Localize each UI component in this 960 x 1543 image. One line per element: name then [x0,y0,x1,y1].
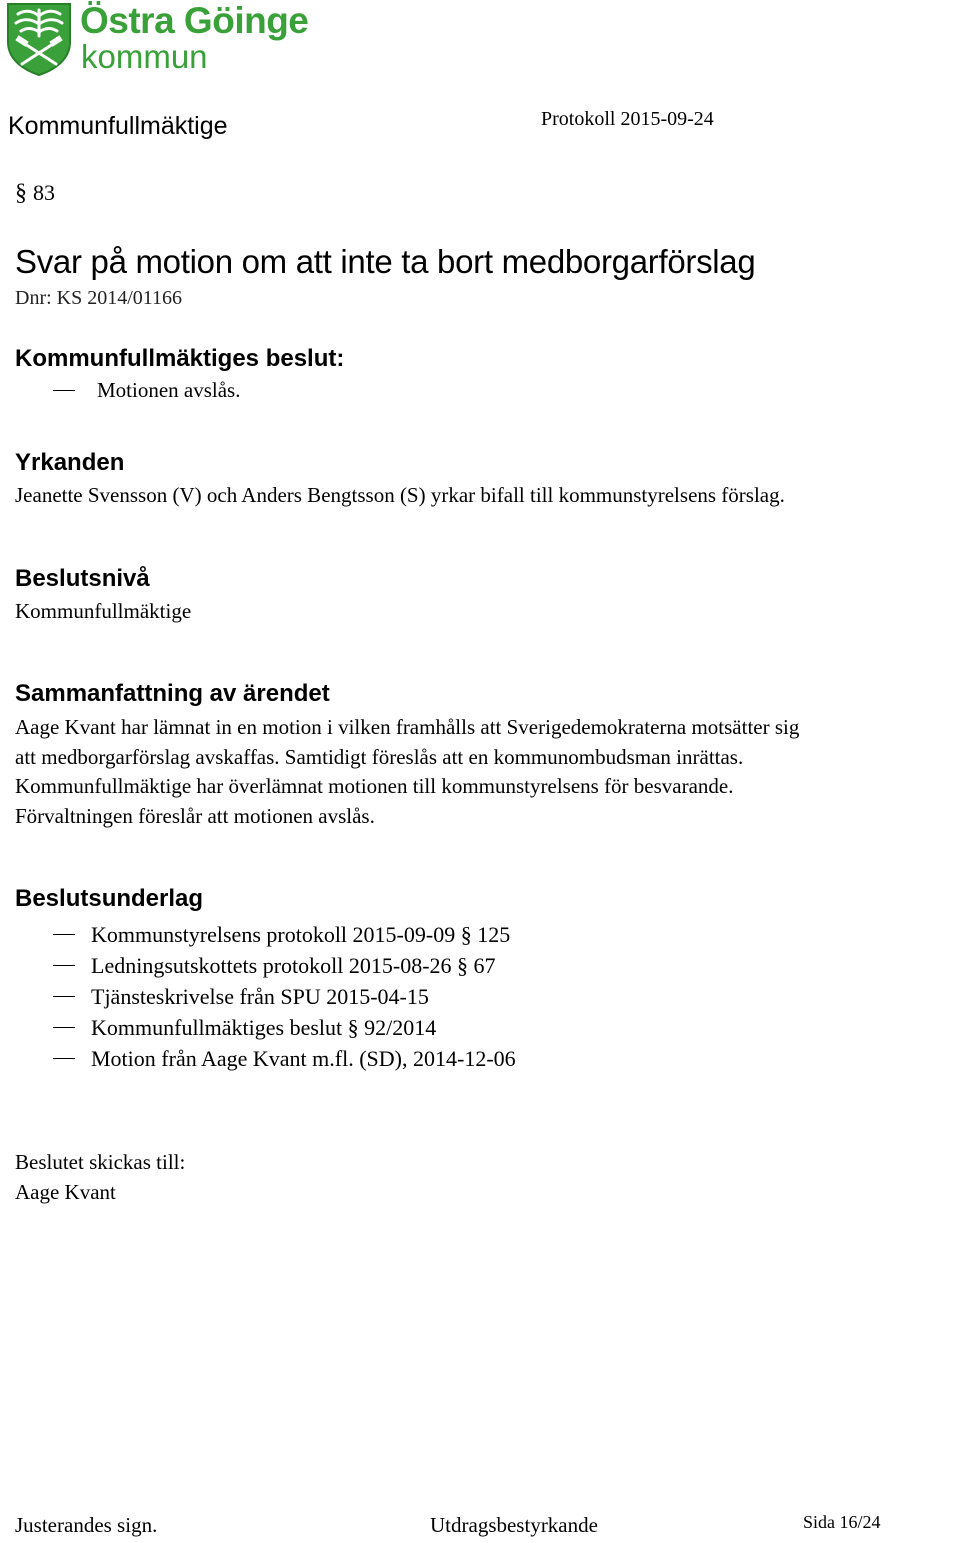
list-item-text: Ledningsutskottets protokoll 2015-08-26 § 67 [91,953,496,978]
yrkanden-text: Jeanette Svensson (V) och Anders Bengtsson (S) yrkar bifall till kommunstyrelsens förslag. [15,483,785,507]
section-number-value: 83 [33,180,55,205]
logo-wordmark-line1: Östra Göinge [80,0,309,41]
municipality-logo [6,2,72,76]
list-item [15,981,516,1012]
dash-bullet-icon [53,965,75,966]
summary-text [15,713,960,831]
sent-to-label: Beslutet skickas till: [15,1150,186,1174]
sent-to-recipient: Aage Kvant [15,1180,116,1204]
beslutsniva-heading: Beslutsnivå [15,565,150,592]
summary-line: Aage Kvant har lämnat in en motion i vilken framhålls att Sverigedemokraterna motsätter sig [15,715,800,739]
list-item-text: Motion från Aage Kvant m.fl. (SD), 2014-12-06 [91,1046,516,1071]
page-title: Svar på motion om att inte ta bort medborgarförslag [15,243,756,280]
dash-bullet-icon [53,996,75,997]
dash-bullet-icon [53,1058,75,1059]
dash-bullet-icon [53,934,75,935]
list-item [15,919,516,950]
footer-certification-label: Utdragsbestyrkande [430,1513,598,1537]
summary-line: Förvaltningen föreslår att motionen avslås. [15,803,375,828]
list-item [15,950,516,981]
document-header-title: Kommunfullmäktige [8,112,228,140]
list-item [15,1043,516,1074]
dash-bullet-icon [53,390,75,391]
section-number [15,180,55,207]
case-number: Dnr: KS 2014/01166 [15,287,183,309]
yrkanden-heading: Yrkanden [15,449,125,476]
basis-list [15,919,516,1074]
list-item-text: Kommunstyrelsens protokoll 2015-09-09 § 125 [91,922,511,947]
logo-wordmark-line2: kommun [81,38,208,75]
beslutsniva-text: Kommunfullmäktige [15,599,192,623]
summary-line: Kommunfullmäktige har överlämnat motionen till kommunstyrelsens för besvarande. [15,774,734,798]
dash-bullet-icon [53,1027,75,1028]
summary-line: att medborgarförslag avskaffas. Samtidigt föreslås att en kommunombudsman inrättas. [15,744,744,769]
coat-of-arms-icon [6,2,72,76]
summary-heading: Sammanfattning av ärendet [15,680,330,707]
decision-item-text: Motionen avslås. [97,378,241,402]
document-header-date: Protokoll 2015-09-24 [541,108,714,130]
decision-item [15,378,240,403]
decision-heading: Kommunfullmäktiges beslut: [15,345,345,372]
list-item-text: Kommunfullmäktiges beslut § 92/2014 [91,1015,437,1040]
paragraph-symbol: § [15,180,27,206]
footer-signature-label: Justerandes sign. [15,1513,158,1537]
list-item [15,1012,516,1043]
basis-heading: Beslutsunderlag [15,885,204,912]
list-item-text: Tjänsteskrivelse från SPU 2015-04-15 [91,984,429,1009]
footer-page-number: Sida 16/24 [803,1512,881,1532]
